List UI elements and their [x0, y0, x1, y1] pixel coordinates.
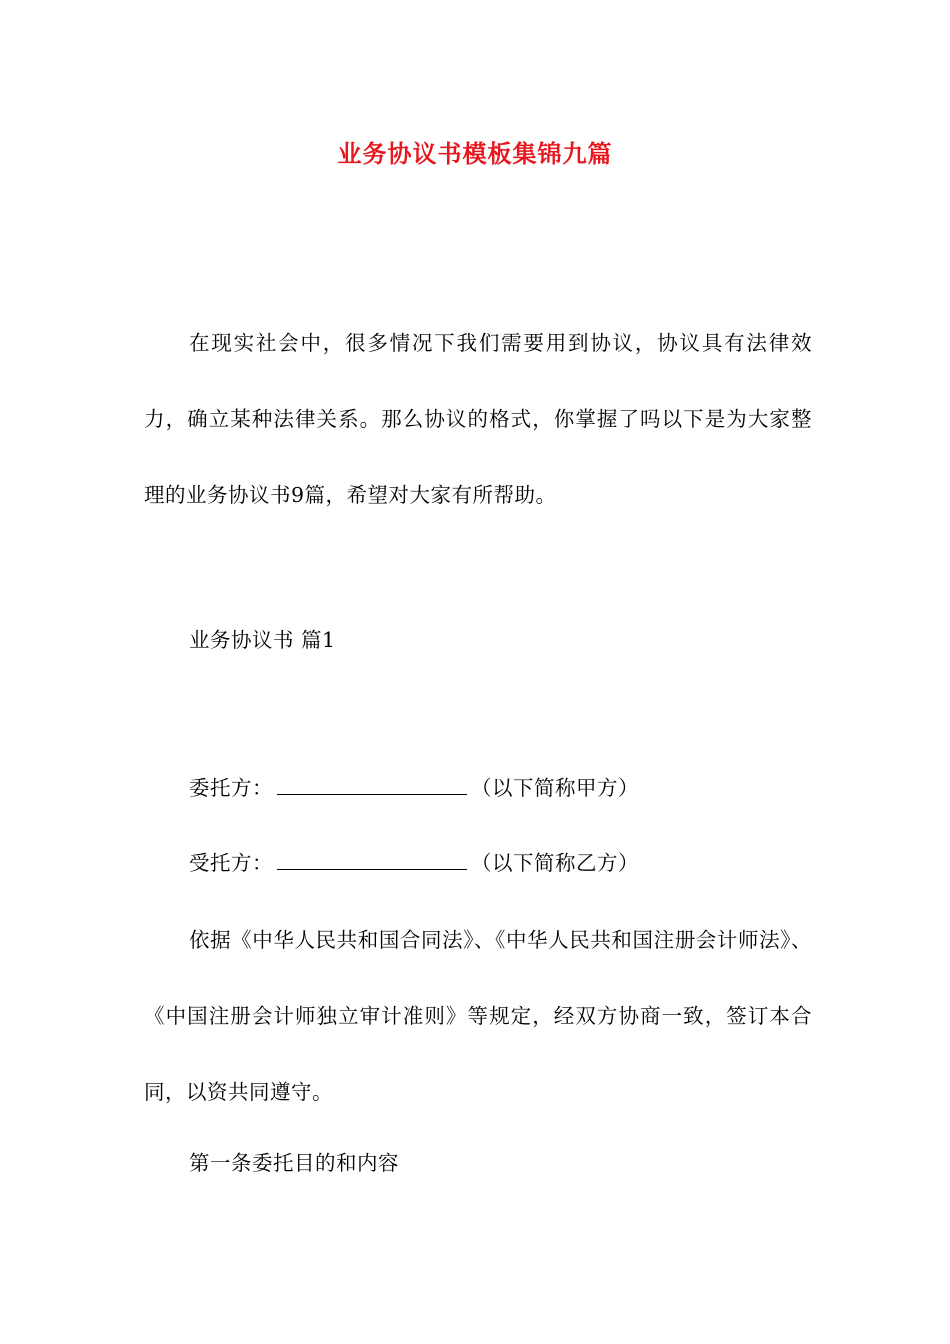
agent-line	[189, 843, 639, 883]
basis-paragraph: 依据《中华人民共和国合同法》、《中华人民共和国注册会计师法》、《中国注册会计师独立审计准则》等规定，经双方协商一致，签订本合同，以资共同遵守。	[144, 928, 812, 1104]
client-suffix: （以下简称甲方）	[471, 776, 639, 800]
agent-name-blank	[277, 847, 467, 870]
document-title: 业务协议书模板集锦九篇	[337, 139, 613, 168]
section-heading: 业务协议书 篇1	[189, 628, 336, 652]
agent-label: 受托方：	[189, 851, 273, 875]
agent-suffix: （以下简称乙方）	[471, 851, 639, 875]
client-line	[189, 768, 639, 808]
client-label: 委托方：	[189, 776, 273, 800]
client-name-blank	[277, 772, 467, 795]
article-one-heading: 第一条委托目的和内容	[189, 1151, 399, 1175]
intro-paragraph: 在现实社会中，很多情况下我们需要用到协议，协议具有法律效力，确立某种法律关系。那么协议的格式，你掌握了吗以下是为大家整理的业务协议书9篇，希望对大家有所帮助。	[144, 331, 812, 507]
